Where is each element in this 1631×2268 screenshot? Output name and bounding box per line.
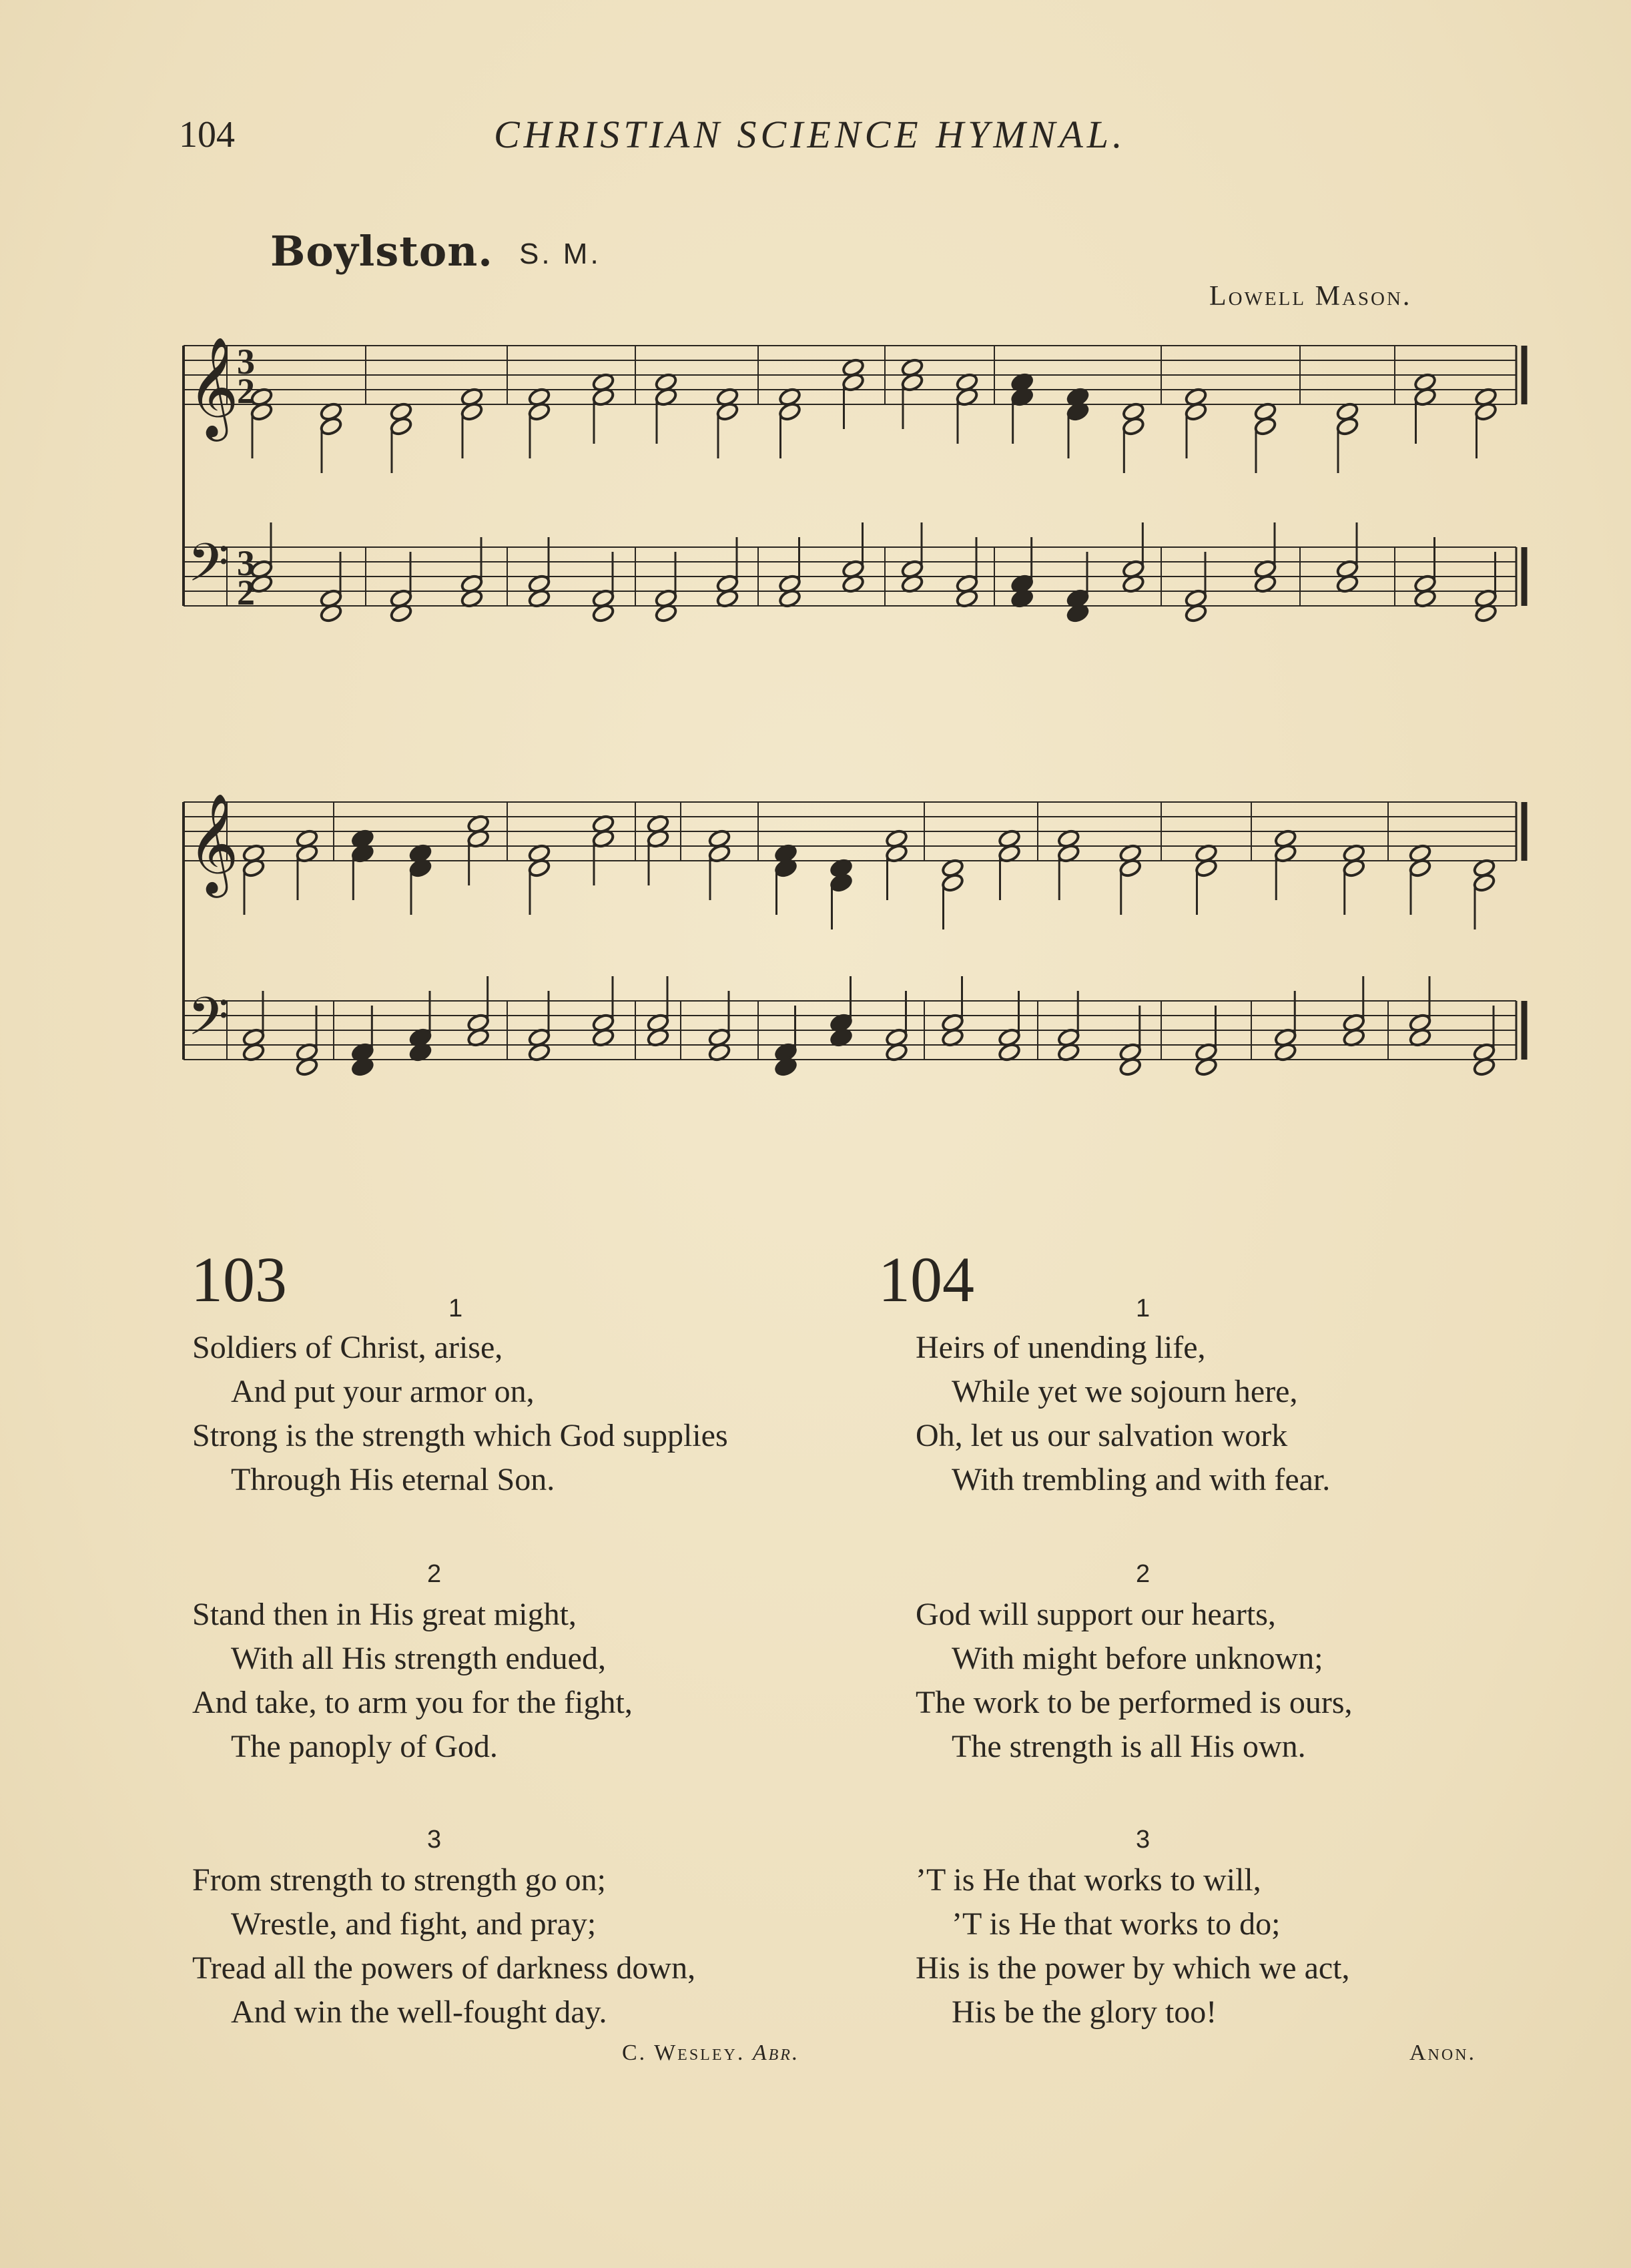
note-head: [1335, 416, 1359, 437]
treble-clef-icon: 𝄞: [188, 336, 239, 437]
verse-line: And win the well-fought day.: [231, 1994, 607, 2030]
note-head: [319, 416, 343, 437]
hymn-number-104: 104: [878, 1244, 974, 1315]
verse-number: 1: [448, 1294, 463, 1322]
verse-line: The panoply of God.: [231, 1729, 498, 1764]
note-head: [389, 416, 413, 437]
verse-line: From strength to strength go on;: [192, 1862, 606, 1898]
verse-line: Tread all the powers of darkness down,: [192, 1950, 696, 1986]
note-head: [1253, 416, 1277, 437]
time-signature-bottom: 2: [237, 371, 255, 411]
verse-line: Strong is the strength which God supplies: [192, 1418, 728, 1453]
verse-number: 1: [1136, 1294, 1151, 1322]
running-title: CHRISTIAN SCIENCE HYMNAL.: [494, 113, 1126, 156]
verse-line: Heirs of unending life,: [916, 1330, 1206, 1365]
verse-number: 3: [427, 1826, 442, 1854]
time-signature-top: 3: [237, 342, 255, 382]
verse-line: With all His strength endued,: [231, 1641, 606, 1676]
hymn-author: C. Wesley. Abr.: [622, 2040, 800, 2065]
treble-clef-icon: 𝄞: [188, 792, 239, 893]
verse-line: And take, to arm you for the fight,: [192, 1685, 633, 1720]
verse-line: God will support our hearts,: [916, 1597, 1276, 1632]
verse-number: 3: [1136, 1826, 1151, 1854]
verse-line: His is the power by which we act,: [916, 1950, 1350, 1986]
verse-line: Wrestle, and fight, and pray;: [231, 1906, 597, 1942]
verse-number: 2: [1136, 1560, 1151, 1588]
time-signature-top: 3: [237, 543, 255, 583]
note-head: [1472, 873, 1496, 893]
verse-line: His be the glory too!: [952, 1994, 1217, 2030]
verse-line: With trembling and with fear.: [952, 1462, 1331, 1497]
bass-clef-icon: 𝄢: [188, 532, 229, 607]
tune-name: Boylston.: [270, 227, 493, 276]
verse-line: And put your armor on,: [231, 1374, 535, 1409]
author-abridged-note: Abr.: [752, 2040, 800, 2065]
page-number: 104: [179, 114, 235, 155]
note-head: [1122, 416, 1146, 437]
tune-meter: S. M.: [519, 238, 601, 270]
verse-number: 2: [427, 1560, 442, 1588]
note-head: [830, 873, 854, 893]
time-signature-bottom: 2: [237, 573, 255, 613]
verse-line: ’T is He that works to do;: [952, 1906, 1281, 1942]
verse-line: Through His eternal Son.: [231, 1462, 555, 1497]
verse-line: The strength is all His own.: [952, 1729, 1306, 1764]
verse-line: Stand then in His great might,: [192, 1597, 577, 1632]
hymn-author: Anon.: [1409, 2040, 1477, 2065]
bass-clef-icon: 𝄢: [188, 986, 229, 1060]
verse-line: Oh, let us our salvation work: [916, 1418, 1288, 1453]
verse-line: ’T is He that works to will,: [916, 1862, 1261, 1898]
verse-line: Soldiers of Christ, arise,: [192, 1330, 503, 1365]
note-head: [941, 873, 965, 893]
verse-line: With might before unknown;: [952, 1641, 1323, 1676]
verse-line: While yet we sojourn here,: [952, 1374, 1298, 1409]
verse-line: The work to be performed is ours,: [916, 1685, 1353, 1720]
hymn-number-103: 103: [191, 1244, 287, 1315]
tune-composer: Lowell Mason.: [1209, 281, 1412, 312]
